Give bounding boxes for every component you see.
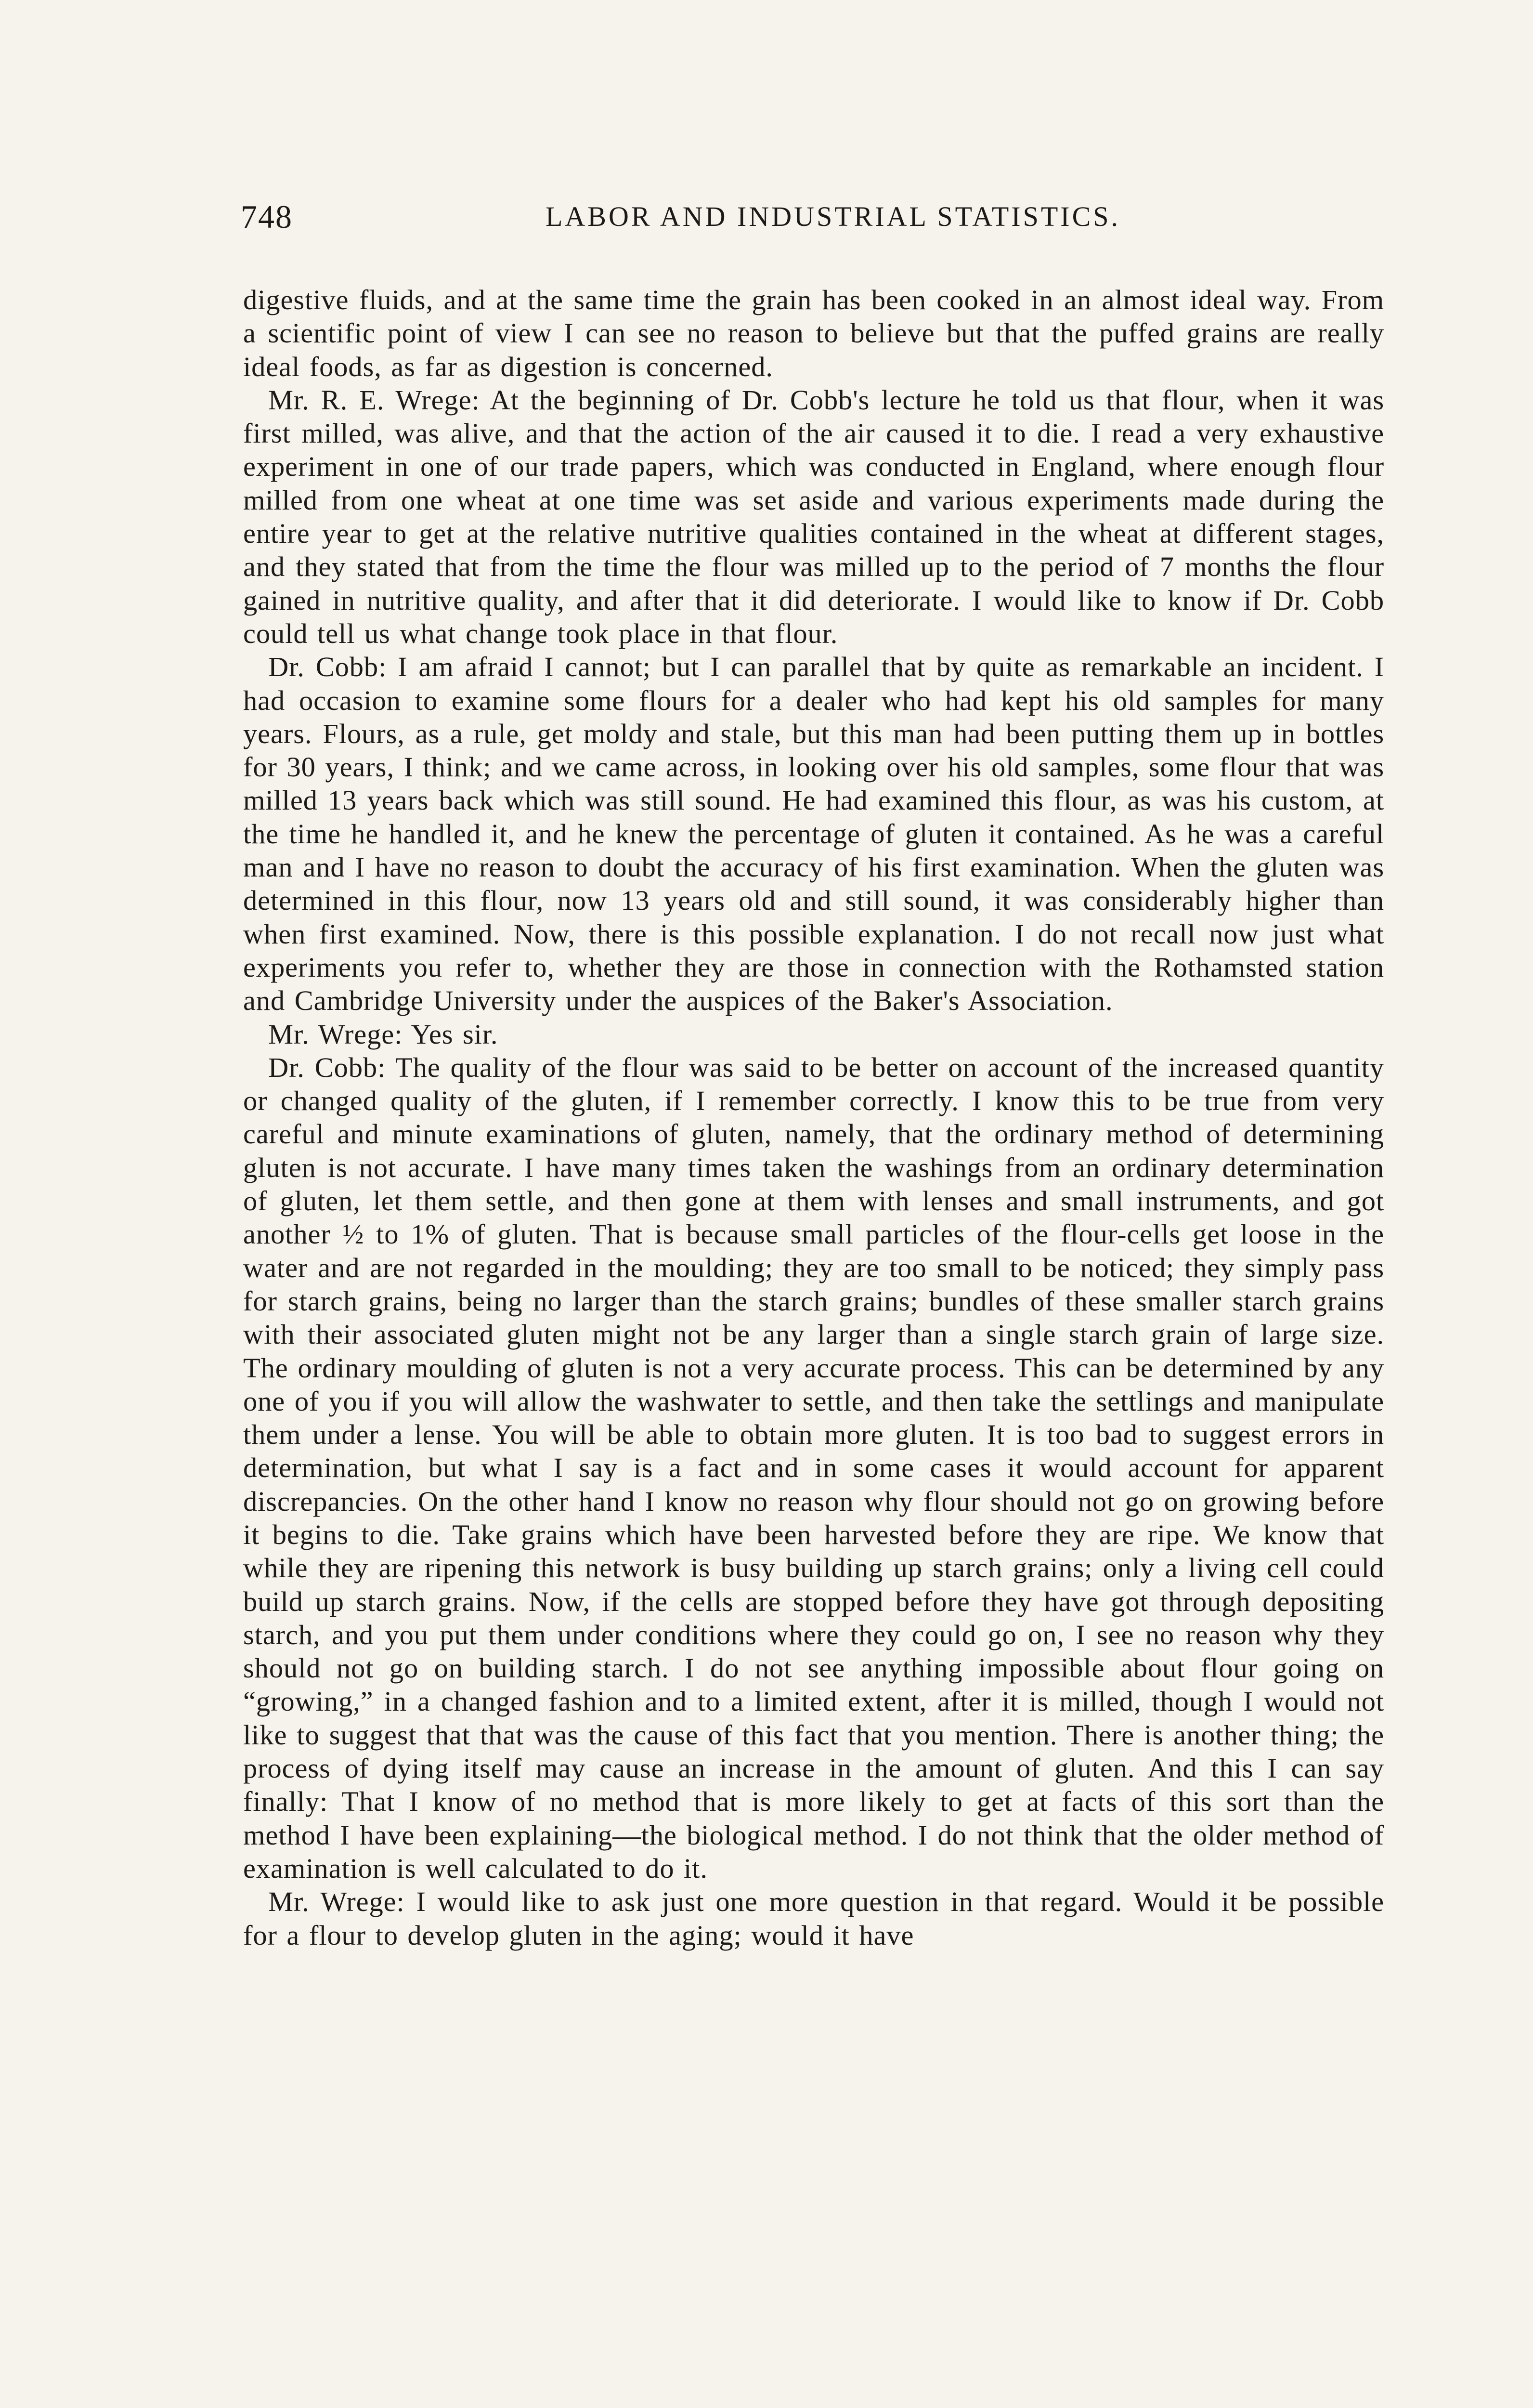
running-title: LABOR AND INDUSTRIAL STATISTICS. [545,201,1121,232]
page-number: 748 [241,198,293,235]
paragraph-wrege-yes: Mr. Wrege: Yes sir. [268,1018,498,1050]
paragraph-cobb-reply: Dr. Cobb: I am afraid I cannot; but I can parallel that by quite as remarkable an incident. I had occasion to examine some flours for a dealer who had kept his old samples for many years. Flours, as a rule, get moldy and stale, but this man had been putting them up in bottles for 30 years, I think; and we came across, in looking over his old samples, some flour that was milled 13 years back which was still sound. He had examined this flour, as was his custom, at the time he handled it, and he knew the percentage of gluten it contained. As he was a careful man and I have no reason to doubt the accuracy of his first examination. When the gluten was determined in this flour, now 13 years old and still sound, it was considerably higher than when first examined. Now, there is this possible explanation. I do not recall now just what experiments you refer to, whether they are those in connection with the Rothamsted station and Cambridge University under the auspices of the Baker's Association. [243,651,1384,1017]
paragraph-cobb-explanation: Dr. Cobb: The quality of the flour was said to be better on account of the increased quantity or changed quality of the gluten, if I remember correctly. I know this to be true from very careful and minute examinations of gluten, namely, that the ordinary method of determining gluten is not accurate. I have many times taken the washings from an ordinary determination of gluten, let them settle, and then gone at them with lenses and small instruments, and got another ½ to 1% of gluten. That is because small particles of the flour-cells get loose in the water and are not regarded in the moulding; they are too small to be noticed; they simply pass for starch grains, being no larger than the starch grains; bundles of these smaller starch grains with their associated gluten might not be any larger than a single starch grain of large size. The ordinary moulding of gluten is not a very accurate process. This can be determined by any one of you if you will allow the washwater to settle, and then take the settlings and manipulate them under a lense. You will be able to obtain more gluten. It is too bad to suggest errors in determination, but what I say is a fact and in some cases it would account for apparent discrepancies. On the other hand I know no reason why flour should not go on growing before it begins to die. Take grains which have been harvested before they are ripe. We know that while they are ripening this network is busy building up starch grains; only a living cell could build up starch grains. Now, if the cells are stopped before they have got through depositing starch, and you put them under conditions where they could go on, I see no reason why they should not go on building starch. I do not see anything impossible about flour going on “growing,” in a changed fashion and to a limited extent, after it is milled, though I would not like to suggest that that was the cause of this fact that you mention. There is another thing; the process of dying itself may cause an increase in the amount of gluten. And this I can say finally: That I know of no method that is more likely to get at facts of this sort than the method I have been explaining—the biological method. I do not think that the older method of examination is well calculated to do it. [243,1051,1384,1884]
paragraph-wrege-followup: Mr. Wrege: I would like to ask just one more question in that regard. Would it be possible for a flour to develop gluten in the aging; would it have [243,1886,1384,1951]
page-header [241,193,1387,246]
paragraph-wrege-question: Mr. R. E. Wrege: At the beginning of Dr. Cobb's lecture he told us that flour, when it was first milled, was alive, and that the action of the air caused it to die. I read a very exhaustive experiment in one of our trade papers, which was conducted in England, where enough flour milled from one wheat at one time was set aside and various experiments made during the entire year to get at the relative nutritive qualities contained in the wheat at different stages, and they stated that from the time the flour was milled up to the period of 7 months the flour gained in nutritive quality, and after that it did deteriorate. I would like to know if Dr. Cobb could tell us what change took place in that flour. [243,384,1384,649]
paragraph-continuation: digestive fluids, and at the same time the grain has been cooked in an almost ideal way. From a scientific point of view I can see no reason to believe but that the puffed grains are really ideal foods, as far as digestion is concerned. [243,284,1384,382]
body-text [243,283,1384,1952]
